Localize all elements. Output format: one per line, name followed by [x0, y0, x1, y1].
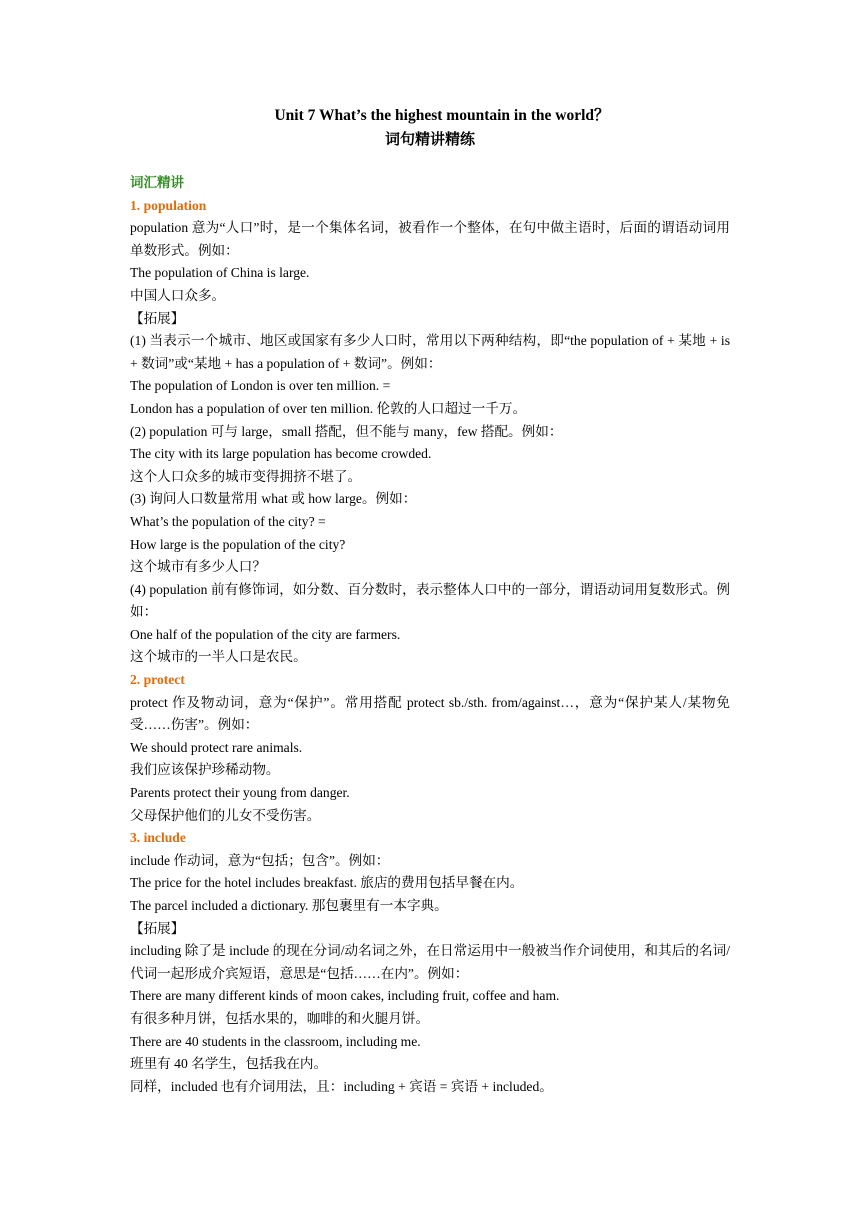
- vocab-heading-population: 1. population: [130, 197, 207, 213]
- document-body: [130, 172, 730, 1098]
- paragraph: (4) population 前有修饰词，如分数、百分数时，表示整体人口中的一部分，谓语动词用复数形式。例如：: [130, 581, 730, 620]
- expansion-label: 【拓展】: [130, 920, 185, 936]
- translation: 这个人口众多的城市变得拥挤不堪了。: [130, 468, 362, 484]
- document-subtitle: 词句精讲精练: [384, 130, 475, 148]
- translation: 中国人口众多。: [130, 287, 226, 303]
- translation: 父母保护他们的儿女不受伤害。: [130, 807, 321, 823]
- paragraph: including 除了是 include 的现在分词/动名词之外，在日常运用中一般被当作介词使用，和其后的名词/代词一起形成介宾短语，意思是“包括……在内”。例如：: [130, 943, 730, 981]
- translation: 这个城市有多少人口？: [130, 559, 266, 575]
- paragraph: 同样，included 也有介词用法，且：including + 宾语 = 宾语 + included。: [130, 1078, 553, 1094]
- translation: 这个城市的一半人口是农民。: [130, 649, 307, 665]
- translation: 班里有 40 名学生，包括我在内。: [130, 1056, 328, 1072]
- example-sentence: The population of China is large.: [130, 265, 310, 281]
- example-sentence: London has a population of over ten million. 伦敦的人口超过一千万。: [130, 400, 527, 416]
- expansion-label: 【拓展】: [130, 310, 185, 326]
- vocab-heading-protect: 2. protect: [130, 672, 185, 688]
- example-sentence: There are many different kinds of moon cakes, including fruit, coffee and ham.: [130, 988, 560, 1004]
- paragraph: (1) 当表示一个城市、地区或国家有多少人口时，常用以下两种结构，即“the population of + 某地 + is + 数词”或“某地 + has a population of + 数词”。例如：: [130, 333, 730, 371]
- title-block: [0, 105, 860, 151]
- document-title: Unit 7 What’s the highest mountain in the world？: [274, 107, 610, 124]
- paragraph: protect 作及物动词，意为“保护”。常用搭配 protect sb./sth. from/against…，意为“保护某人/某物免受……伤害”。例如：: [130, 694, 730, 733]
- example-sentence: The parcel included a dictionary. 那包裹里有一本字典。: [130, 898, 448, 913]
- paragraph: (2) population 可与 large，small 搭配，但不能与 many，few 搭配。例如：: [130, 423, 563, 439]
- paragraph: population 意为“人口”时，是一个集体名词，被看作一个整体，在句中做主语时，后面的谓语动词用单数形式。例如：: [130, 220, 730, 258]
- example-sentence: What’s the population of the city? =: [130, 513, 326, 529]
- example-sentence: The city with its large population has become crowded.: [130, 446, 432, 462]
- translation: 有很多种月饼，包括水果的，咖啡的和火腿月饼。: [130, 1010, 430, 1026]
- example-sentence: We should protect rare animals.: [130, 739, 303, 755]
- example-sentence: There are 40 students in the classroom, including me.: [130, 1033, 421, 1049]
- example-sentence: The price for the hotel includes breakfast. 旅店的费用包括早餐在内。: [130, 875, 524, 891]
- example-sentence: Parents protect their young from danger.: [130, 785, 350, 801]
- paragraph: include 作动词，意为“包括；包含”。例如：: [130, 852, 390, 868]
- example-sentence: How large is the population of the city?: [130, 536, 346, 552]
- vocab-heading-include: 3. include: [130, 830, 186, 846]
- example-sentence: One half of the population of the city are farmers.: [130, 626, 401, 642]
- section-heading: 词汇精讲: [130, 175, 184, 191]
- example-sentence: The population of London is over ten million. =: [130, 378, 391, 394]
- paragraph: (3) 询问人口数量常用 what 或 how large。例如：: [130, 491, 417, 507]
- translation: 我们应该保护珍稀动物。: [130, 762, 280, 778]
